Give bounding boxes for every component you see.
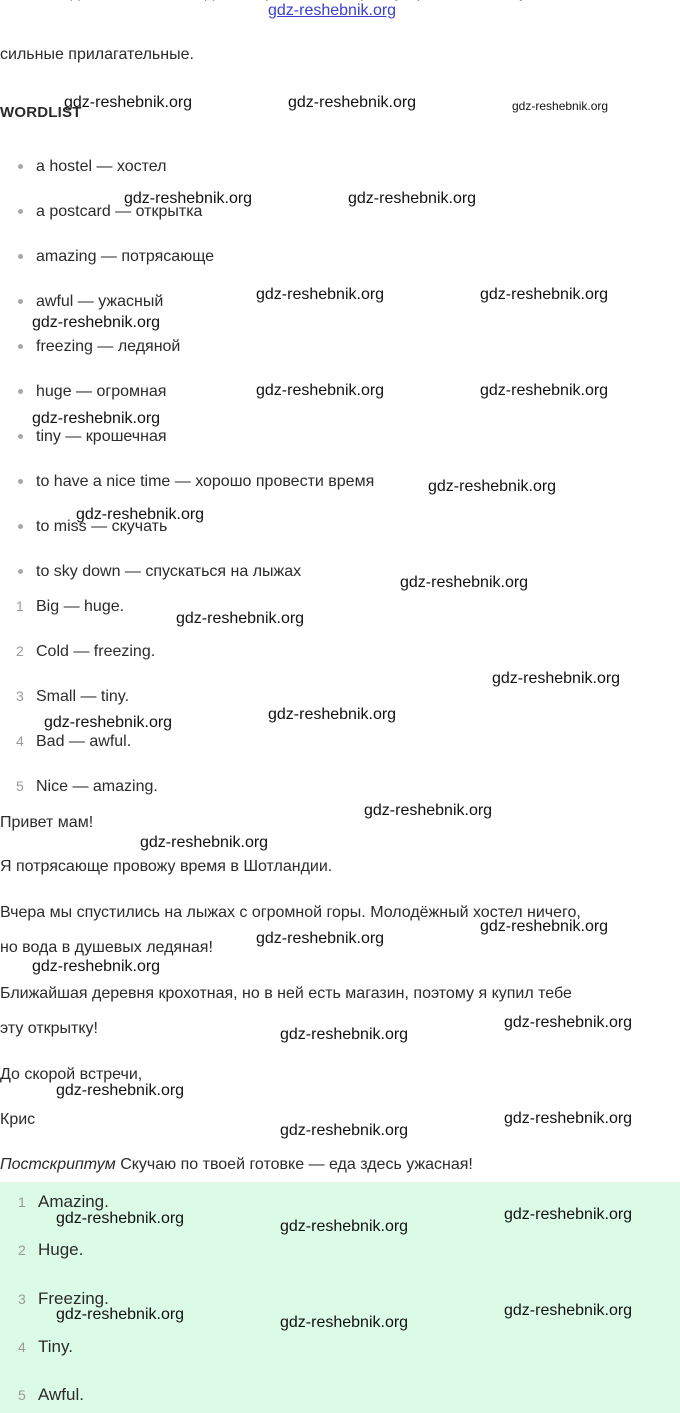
letter-closing: До скорой встречи, [0, 1066, 143, 1083]
watermark: gdz-reshebnik.org [480, 918, 609, 935]
wordlist-item: huge — огромная [18, 383, 166, 401]
watermark: gdz-reshebnik.org [140, 834, 269, 851]
postscript-label: Постскриптум [0, 1156, 116, 1173]
letter-paragraph: Ближайшая деревня крохотная, но в ней есть магазин, поэтому я купил тебе [0, 985, 572, 1002]
watermark: gdz-reshebnik.org [504, 1206, 633, 1223]
wordlist-item: freezing — ледяной [18, 338, 180, 356]
wordlist-item: to have a nice time — хорошо провести время [18, 473, 374, 491]
letter-postscript [0, 1156, 473, 1174]
watermark: gdz-reshebnik.org [32, 958, 161, 975]
letter-paragraph: эту открытку! [0, 1020, 98, 1037]
watermark: gdz-reshebnik.org [504, 1110, 633, 1127]
watermark: gdz-reshebnik.org [56, 1210, 185, 1227]
watermark: gdz-reshebnik.org [348, 190, 477, 207]
watermark: gdz-reshebnik.org [492, 670, 621, 687]
watermark: gdz-reshebnik.org [504, 1302, 633, 1319]
answer-item: 5 Awful. [18, 1385, 84, 1404]
wordlist-item: a hostel — хостел [18, 158, 167, 176]
bullet-icon [18, 209, 23, 214]
bullet-icon [18, 164, 23, 169]
answer-item: 4 Tiny. [18, 1337, 73, 1356]
bullet-icon [18, 479, 23, 484]
pair-item: 3 Small — tiny. [16, 688, 130, 705]
bullet-icon [18, 434, 23, 439]
watermark: gdz-reshebnik.org [428, 478, 557, 495]
watermark: gdz-reshebnik.org [256, 930, 385, 947]
pair-item: 5 Nice — amazing. [16, 778, 158, 795]
watermark: gdz-reshebnik.org [280, 1122, 409, 1139]
watermark: gdz-reshebnik.org [44, 714, 173, 731]
postscript-text: Скучаю по твоей готовке — еда здесь ужасная! [115, 1156, 473, 1173]
watermark: gdz-reshebnik.org [480, 286, 609, 303]
bullet-icon [18, 524, 23, 529]
watermark: gdz-reshebnik.org [56, 1082, 185, 1099]
wordlist-item: to sky down — спускаться на лыжах [18, 563, 301, 581]
bullet-icon [18, 254, 23, 259]
watermark: gdz-reshebnik.org [256, 382, 385, 399]
watermark: gdz-reshebnik.org [280, 1314, 409, 1331]
watermark: gdz-reshebnik.org [256, 286, 385, 303]
watermark: gdz-reshebnik.org [32, 410, 161, 427]
watermark: gdz-reshebnik.org [512, 99, 609, 113]
bullet-icon [18, 299, 23, 304]
bullet-icon [18, 569, 23, 574]
answer-item: 1 Amazing. [18, 1192, 109, 1211]
watermark: gdz-reshebnik.org [400, 574, 529, 591]
watermark: gdz-reshebnik.org [32, 314, 161, 331]
watermark: gdz-reshebnik.org [504, 1014, 633, 1031]
watermark: gdz-reshebnik.org [268, 706, 397, 723]
watermark: gdz-reshebnik.org [76, 506, 205, 523]
wordlist-item: to miss — скучать [18, 518, 167, 536]
letter-greeting: Привет мам! [0, 814, 94, 831]
answer-item: 3 Freezing. [18, 1289, 109, 1308]
wordlist-item: awful — ужасный [18, 293, 163, 311]
watermark: gdz-reshebnik.org [176, 610, 305, 627]
watermark: gdz-reshebnik.org [56, 1306, 185, 1323]
watermark: gdz-reshebnik.org [288, 94, 417, 111]
watermark: gdz-reshebnik.org [124, 190, 253, 207]
letter-paragraph: Я потрясающе провожу время в Шотландии. [0, 858, 333, 875]
wordlist-item: amazing — потрясающе [18, 248, 214, 266]
bullet-icon [18, 389, 23, 394]
pair-item: 2 Cold — freezing. [16, 643, 156, 660]
wordlist-item: a postcard — открытка [18, 203, 202, 221]
wordlist-heading: WORDLIST [0, 104, 82, 121]
watermark: gdz-reshebnik.org [280, 1026, 409, 1043]
bullet-icon [18, 344, 23, 349]
letter-paragraph: Вчера мы спустились на лыжах с огромной горы. Молодёжный хостел ничего, [0, 904, 581, 921]
watermark: gdz-reshebnik.org [280, 1218, 409, 1235]
letter-paragraph: но вода в душевых ледяная! [0, 939, 213, 956]
letter-signature: Крис [0, 1111, 36, 1128]
watermark-link-top[interactable]: gdz-reshebnik.org [268, 2, 397, 19]
wordlist-item: tiny — крошечная [18, 428, 167, 446]
intro-line: сильные прилагательные. [0, 46, 194, 63]
watermark: gdz-reshebnik.org [480, 382, 609, 399]
watermark: gdz-reshebnik.org [364, 802, 493, 819]
pair-item: 4 Bad — awful. [16, 733, 132, 750]
pair-item: 1 Big — huge. [16, 598, 125, 615]
watermark: gdz-reshebnik.org [64, 94, 193, 111]
answer-item: 2 Huge. [18, 1240, 84, 1259]
